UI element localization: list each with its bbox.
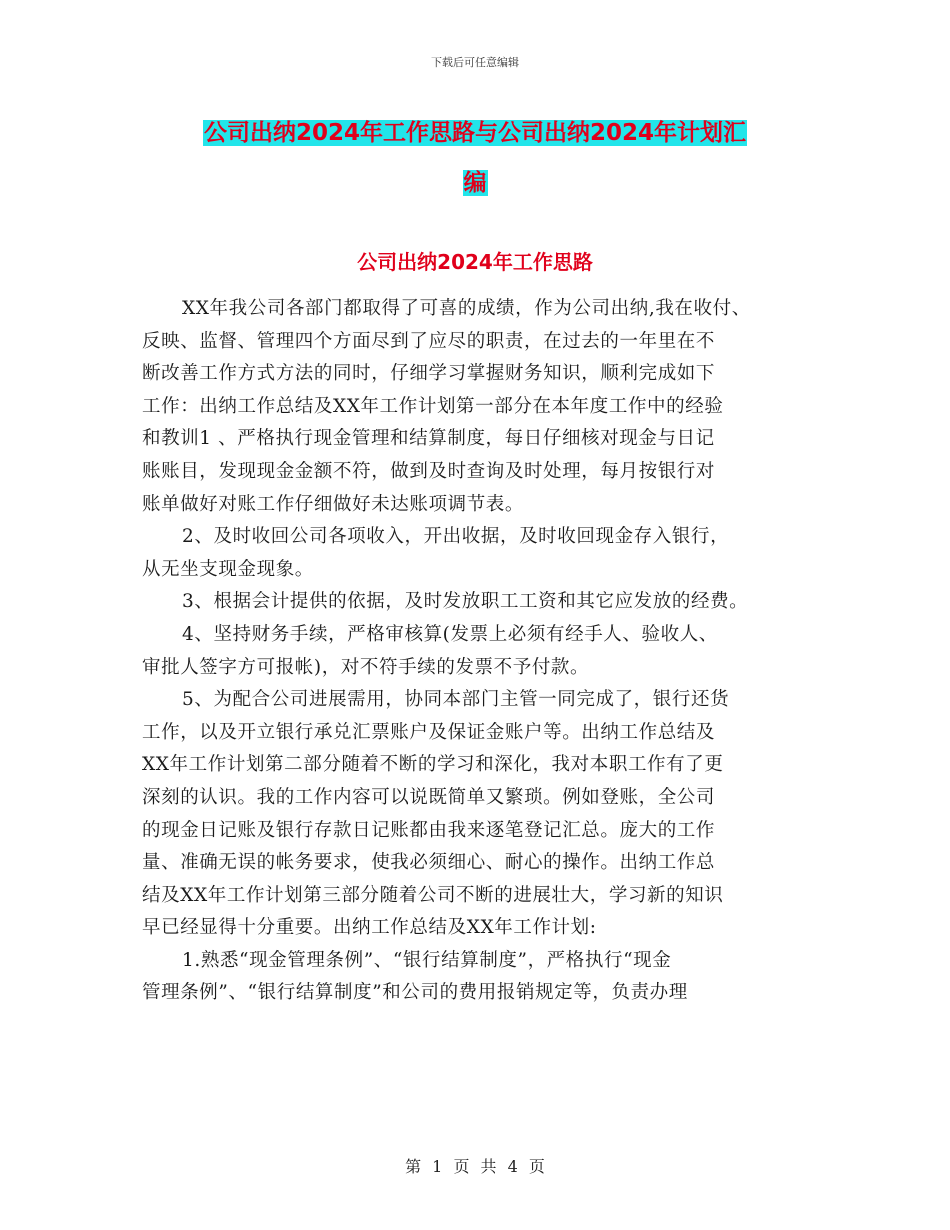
text-line: 1.熟悉“现金管理条例”、“银行结算制度”，严格执行“现金: [182, 949, 672, 971]
text-line: 5、为配合公司进展需用，协同本部门主管一同完成了，银行还货: [182, 689, 730, 711]
text-line: 3、根据会计提供的依据，及时发放职工工资和其它应发放的经费。: [182, 591, 749, 613]
title-highlight: 公司出纳2024年工作思路与公司出纳2024年计划汇: [203, 120, 747, 146]
page-header-note: 下载后可任意编辑: [431, 56, 519, 69]
document-title-line-1: [0, 108, 950, 158]
text-line: XX年我公司各部门都取得了可喜的成绩，作为公司出纳,我在收付、: [182, 298, 751, 319]
text-line: 账账目，发现现金金额不符，做到及时查询及时处理，每月按银行对: [142, 460, 716, 482]
text-line: 工作，以及开立银行承兑汇票账户及保证金账户等。出纳工作总结及: [142, 721, 716, 743]
text-line: 结及XX年工作计划第三部分随着公司不断的进展壮大，学习新的知识: [142, 884, 724, 906]
page-footer: 第 1 页 共 4 页: [405, 1157, 545, 1176]
text-line: 管理条例”、“银行结算制度”和公司的费用报销规定等，负责办理: [142, 982, 688, 1004]
text-line: 量、准确无误的帐务要求，使我必须细心、耐心的操作。出纳工作总: [142, 852, 716, 874]
text-line: 从无坐支现金现象。: [142, 558, 314, 580]
text-line: 深刻的认识。我的工作内容可以说既简单又繁琐。例如登账，全公司: [142, 786, 716, 808]
section-title: 公司出纳2024年工作思路: [357, 250, 593, 274]
text-line: 断改善工作方式方法的同时，仔细学习掌握财务知识，顺利完成如下: [142, 363, 716, 385]
text-line: 工作：出纳工作总结及XX年工作计划第一部分在本年度工作中的经验: [142, 395, 724, 417]
document-title-line-2: [0, 158, 950, 208]
text-line: 的现金日记账及银行存款日记账都由我来逐笔登记汇总。庞大的工作: [142, 819, 716, 841]
text-line: 账单做好对账工作仔细做好未达账项调节表。: [142, 493, 525, 515]
document-title: [0, 108, 950, 208]
text-line: 和教训1 、严格执行现金管理和结算制度，每日仔细核对现金与日记: [142, 428, 715, 450]
text-line: 审批人签字方可报帐)，对不符手续的发票不予付款。: [142, 656, 590, 678]
text-line: 早已经显得十分重要。出纳工作总结及XX年工作计划:: [142, 917, 597, 939]
text-line: 2、及时收回公司各项收入，开出收据，及时收回现金存入银行，: [182, 526, 730, 548]
text-line: 4、坚持财务手续，严格审核算(发票上必须有经手人、验收人、: [182, 623, 718, 645]
title-highlight: 编: [463, 170, 487, 196]
text-line: XX年工作计划第二部分随着不断的学习和深化，我对本职工作有了更: [142, 754, 724, 776]
text-line: 反映、监督、管理四个方面尽到了应尽的职责，在过去的一年里在不: [142, 330, 716, 352]
body-text: [142, 293, 832, 1010]
